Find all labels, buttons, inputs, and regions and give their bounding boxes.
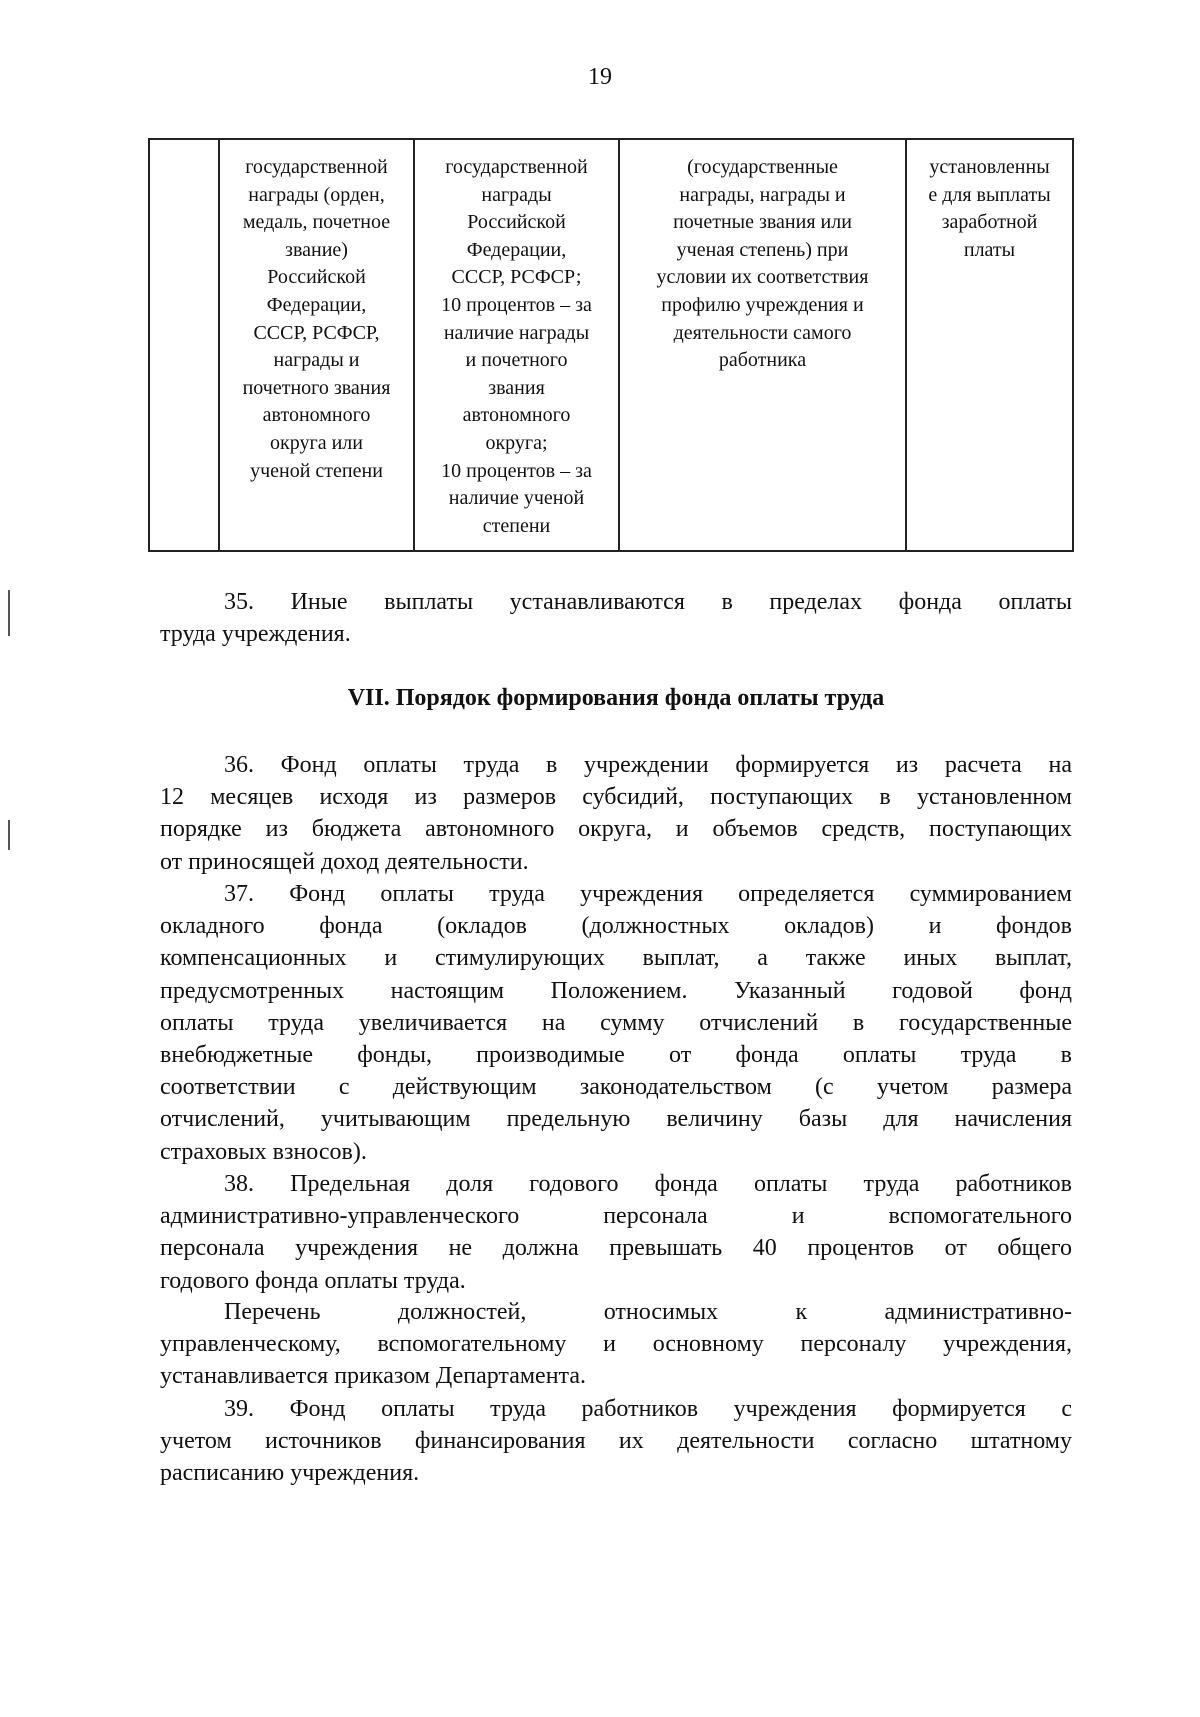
table-cell-line: деятельности самого: [673, 321, 852, 344]
text-line: от приносящей доход деятельности.: [160, 848, 529, 875]
paragraph-35: [160, 586, 1072, 650]
table-cell-line: ученая степень) при: [676, 238, 849, 261]
text-line: 37. Фонд оплаты труда учреждения определяется суммированием: [224, 881, 1072, 907]
table-cell-col5: [906, 139, 1073, 551]
table-cell-col2: [219, 139, 414, 551]
paragraph-39: [160, 1393, 1072, 1490]
table-cell-col4: [619, 139, 906, 551]
text-line: 36. Фонд оплаты труда в учреждении формируется из расчета на: [224, 752, 1072, 778]
text-line: порядке из бюджета автономного округа, и объемов средств, поступающих: [160, 816, 1072, 843]
paragraph-36: [160, 749, 1072, 878]
table-cell-line: Российской: [467, 211, 566, 234]
text-line: оплаты труда увеличивается на сумму отчислений в государственные: [160, 1009, 1072, 1036]
table-cell-line: награды: [481, 183, 552, 206]
text-line: 12 месяцев исходя из размеров субсидий, поступающих в установленном: [160, 784, 1072, 811]
table-row: [149, 139, 1073, 551]
table-cell-col1: [149, 139, 219, 551]
text-line: 39. Фонд оплаты труда работников учреждения формируется с: [224, 1396, 1072, 1422]
table-cell-line: условии их соответствия: [656, 266, 869, 289]
table-cell-line: Российской: [267, 266, 366, 289]
text-line: расписанию учреждения.: [160, 1460, 420, 1487]
table-cell-line: установленны: [929, 156, 1050, 178]
table-cell-line: почетные звания или: [673, 211, 852, 234]
table-cell-line: 10 процентов – за: [441, 459, 592, 482]
table-cell-line: наличие награды: [443, 321, 590, 344]
text-line: годового фонда оплаты труда.: [160, 1267, 466, 1294]
table-cell-line: звание): [285, 238, 348, 261]
paragraph-38-list: [160, 1296, 1072, 1393]
table-cell-line: награды, награды и: [679, 183, 846, 206]
text-line: окладного фонда (окладов (должностных окладов) и фондов: [160, 913, 1072, 940]
table-cell-line: награды и: [273, 349, 360, 372]
table-cell-line: почетного звания: [242, 376, 391, 399]
text-line: отчислений, учитывающим предельную величину базы для начисления: [160, 1106, 1072, 1133]
table-cell-line: профилю учреждения и: [661, 293, 864, 316]
table-cell-line: государственной: [245, 156, 388, 178]
table-cell-line: е для выплаты: [928, 183, 1051, 206]
text-line: учетом источников финансирования их деятельности согласно штатному: [160, 1428, 1072, 1455]
table-cell-line: СССР, РСФСР;: [451, 266, 582, 289]
table-cell-line: степени: [482, 514, 551, 537]
text-line: 35. Иные выплаты устанавливаются в пределах фонда оплаты: [224, 589, 1072, 615]
table-cell-line: медаль, почетное: [242, 211, 391, 234]
section-heading: VII. Порядок формирования фонда оплаты труда: [347, 685, 885, 711]
text-line: административно-управленческого персонала и вспомогательного: [160, 1203, 1072, 1230]
table-cell-line: заработной: [941, 211, 1038, 234]
text-line: 38. Предельная доля годового фонда оплаты труда работников: [224, 1171, 1072, 1197]
table-cell-line: автономного: [262, 404, 371, 427]
table-cell-line: работника: [718, 349, 807, 372]
award-table: [148, 138, 1074, 552]
text-line: Перечень должностей, относимых к административно-: [224, 1299, 1072, 1325]
table-cell-line: Федерации,: [466, 238, 567, 261]
text-line: труда учреждения.: [160, 621, 351, 648]
page-number: 19: [588, 64, 612, 90]
table-cell-line: государственной: [445, 156, 588, 178]
table-cell-line: наличие ученой: [448, 487, 585, 510]
paragraph-37: [160, 878, 1072, 1168]
table-cell-line: Федерации,: [266, 293, 367, 316]
text-line: устанавливается приказом Департамента.: [160, 1363, 586, 1390]
text-line: страховых взносов).: [160, 1138, 367, 1165]
text-line: соответствии с действующим законодательством (с учетом размера: [160, 1074, 1072, 1101]
table-cell-line: 10 процентов – за: [441, 293, 592, 316]
scan-edge-mark: [8, 590, 10, 636]
table-cell-line: СССР, РСФСР,: [253, 321, 380, 344]
text-line: предусмотренных настоящим Положением. Указанный годовой фонд: [160, 977, 1072, 1004]
table-cell-line: округа или: [270, 431, 363, 454]
text-line: управленческому, вспомогательному и основному персоналу учреждения,: [160, 1331, 1072, 1358]
table-cell-line: ученой степени: [250, 459, 383, 482]
table-cell-line: платы: [963, 238, 1016, 261]
text-line: персонала учреждения не должна превышать 40 процентов от общего: [160, 1235, 1072, 1262]
table-cell-line: автономного: [462, 404, 571, 427]
text-line: компенсационных и стимулирующих выплат, а также иных выплат,: [160, 945, 1072, 972]
table-cell-line: и почетного: [465, 349, 568, 372]
table-cell-line: (государственные: [687, 156, 838, 178]
text-line: внебюджетные фонды, производимые от фонда оплаты труда в: [160, 1042, 1072, 1069]
table-cell-line: звания: [488, 376, 545, 399]
scan-edge-mark: [8, 820, 10, 850]
table-cell-line: награды (орден,: [248, 183, 385, 206]
table-cell-line: округа;: [485, 431, 548, 454]
paragraph-38: [160, 1168, 1072, 1297]
table-cell-col3: [414, 139, 619, 551]
